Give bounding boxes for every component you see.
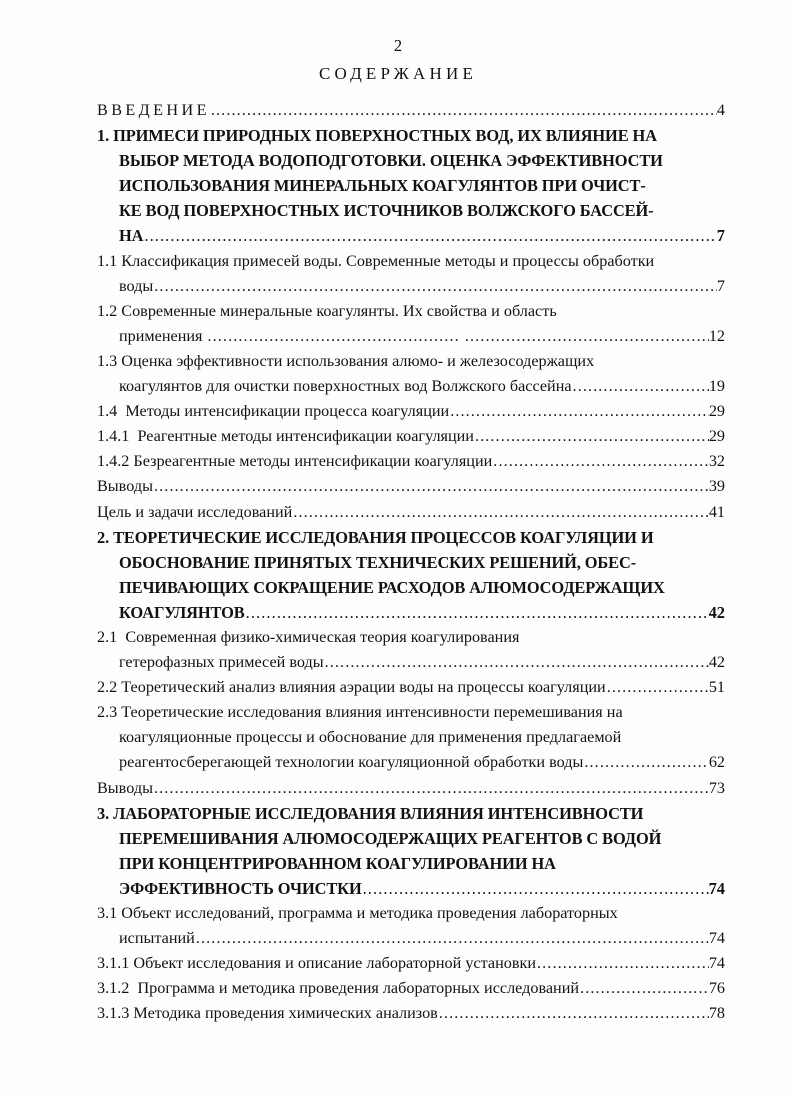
toc-leader-row	[97, 474, 725, 499]
toc-leader-row	[97, 98, 725, 123]
dot-leader	[144, 223, 716, 248]
toc-entry-s1-1-line2[interactable]	[97, 274, 725, 299]
toc-leader-row	[97, 1001, 725, 1026]
toc-entry-s3-1-line1[interactable]	[97, 901, 725, 926]
toc-entry-label: ИСПОЛЬЗОВАНИЯ МИНЕРАЛЬНЫХ КОАГУЛЯНТОВ ПРИ ОЧИСТ-	[119, 176, 646, 196]
toc-entry-s1-3-line1[interactable]	[97, 349, 725, 374]
toc-entry-label: 1. ПРИМЕСИ ПРИРОДНЫХ ПОВЕРХНОСТНЫХ ВОД, ИХ ВЛИЯНИЕ НА	[97, 126, 657, 146]
toc-entry-label: Выводы	[97, 477, 153, 496]
dot-leader	[607, 675, 709, 700]
toc-entry-label: ПРИ КОНЦЕНТРИРОВАННОМ КОАГУЛИРОВАНИИ НА	[119, 853, 556, 873]
toc-entry-cel-zadachi[interactable]	[97, 500, 725, 525]
toc-entry-label: коагуляционные процессы и обоснование для применения предлагаемой	[119, 728, 622, 747]
toc-entry-s1-2-line2[interactable]	[97, 324, 725, 349]
toc-entry-label: ВВЕДЕНИЕ	[97, 101, 210, 119]
toc-entry-ch2-line2[interactable]	[97, 550, 725, 575]
toc-entry-page-number: 78	[708, 1004, 725, 1023]
toc-entry-page-number: 62	[708, 753, 725, 772]
toc-entry-ch3-line4[interactable]	[97, 876, 725, 901]
toc-entry-s2-1-line1[interactable]	[97, 625, 725, 650]
toc-leader-row	[119, 650, 725, 675]
page-title: СОДЕРЖАНИЕ	[318, 64, 478, 83]
toc-entry-label: 3. ЛАБОРАТОРНЫЕ ИССЛЕДОВАНИЯ ВЛИЯНИЯ ИНТЕНСИВНОСТИ	[97, 803, 644, 823]
dot-leader	[325, 650, 709, 675]
toc-entry-page-number: 7	[716, 276, 725, 295]
toc-entry-label: ВЫБОР МЕТОДА ВОДОПОДГОТОВКИ. ОЦЕНКА ЭФФЕКТИВНОСТИ	[119, 151, 663, 171]
dot-leader	[584, 750, 708, 775]
toc-entry-label: Цель и задачи исследований	[97, 502, 293, 521]
dot-leader	[363, 876, 709, 901]
toc-entry-label: 2.2 Теоретический анализ влияния аэрации воды на процессы коагуляции	[97, 678, 606, 697]
toc-entry-page-number: 29	[708, 427, 725, 446]
toc-entry-page-number: 12	[708, 326, 725, 345]
toc-leader-row	[97, 976, 725, 1001]
toc-entry-label: 3.1.1 Объект исследования и описание лабораторной установки	[97, 954, 536, 973]
toc-entry-label: 1.4.2 Безреагентные методы интенсификации коагуляции	[97, 452, 493, 471]
toc-entry-page-number: 4	[716, 101, 725, 119]
dot-leader	[580, 976, 709, 1001]
toc-entry-s3-1-line2[interactable]	[97, 926, 725, 951]
toc-entry-ch1-line1[interactable]	[97, 123, 725, 148]
dot-leader	[154, 274, 717, 299]
toc-entry-s1-4-1[interactable]	[97, 424, 725, 449]
toc-entry-label: ОБОСНОВАНИЕ ПРИНЯТЫХ ТЕХНИЧЕСКИХ РЕШЕНИЙ, ОБЕС-	[119, 552, 637, 572]
toc-entry-page-number: 42	[708, 653, 725, 672]
dot-leader	[208, 324, 709, 349]
toc-entry-page-number: 74	[708, 954, 725, 973]
toc-entry-ch1-line3[interactable]	[97, 173, 725, 198]
toc-entry-s1-1-line1[interactable]	[97, 249, 725, 274]
dot-leader	[475, 424, 709, 449]
toc-entry-s2-2[interactable]	[97, 675, 725, 700]
toc-entry-label: применения	[119, 326, 207, 345]
toc-entry-page-number: 41	[708, 502, 725, 521]
toc-entry-vyvody-1[interactable]	[97, 474, 725, 499]
toc-entry-s1-2-line1[interactable]	[97, 299, 725, 324]
dot-leader	[154, 776, 709, 801]
toc-leader-row	[119, 600, 725, 625]
dot-leader	[246, 600, 709, 625]
toc-entry-ch3-line3[interactable]	[97, 851, 725, 876]
toc-leader-row	[97, 399, 725, 424]
toc-leader-row	[119, 374, 725, 399]
dot-leader	[450, 399, 709, 424]
toc-entry-s2-3-line1[interactable]	[97, 700, 725, 725]
toc-entry-page-number: 51	[708, 678, 725, 697]
dot-leader	[537, 951, 709, 976]
toc-leader-row	[119, 876, 725, 901]
toc-leader-row	[97, 424, 725, 449]
toc-leader-row	[97, 951, 725, 976]
toc-entry-label: КЕ ВОД ПОВЕРХНОСТНЫХ ИСТОЧНИКОВ ВОЛЖСКОГО БАССЕЙ-	[119, 201, 654, 221]
toc-entry-page-number: 39	[708, 477, 725, 496]
toc-entry-s1-4[interactable]	[97, 399, 725, 424]
toc-entry-page-number: 74	[708, 878, 725, 898]
toc-entry-label: Выводы	[97, 778, 153, 797]
toc-entry-label: НА	[119, 226, 144, 246]
toc-entry-page-number: 32	[708, 452, 725, 471]
toc-entry-label: ПЕРЕМЕШИВАНИЯ АЛЮМОСОДЕРЖАЩИХ РЕАГЕНТОВ С ВОДОЙ	[119, 828, 662, 848]
toc-entry-label: 2.3 Теоретические исследования влияния интенсивности перемешивания на	[97, 703, 623, 722]
toc-entry-s1-3-line2[interactable]	[97, 374, 725, 399]
toc-leader-row	[97, 675, 725, 700]
toc-entry-page-number: 29	[708, 402, 725, 421]
toc-leader-row	[119, 274, 725, 299]
toc-entry-s3-1-3[interactable]	[97, 1001, 725, 1026]
toc-leader-row	[97, 500, 725, 525]
toc-entry-s1-4-2[interactable]	[97, 449, 725, 474]
toc-entry-ch1-line5[interactable]	[97, 223, 725, 248]
toc-entry-label: 3.1 Объект исследований, программа и методика проведения лабораторных	[97, 904, 618, 922]
dot-leader	[211, 98, 717, 123]
toc-leader-row	[119, 324, 725, 349]
toc-entry-label: испытаний	[119, 929, 195, 948]
toc-entry-s2-3-line3[interactable]	[97, 750, 725, 775]
toc-entry-label: ЭФФЕКТИВНОСТЬ ОЧИСТКИ	[119, 878, 362, 898]
toc-entry-ch2-line3[interactable]	[97, 575, 725, 600]
toc-entry-label: КОАГУЛЯНТОВ	[119, 602, 245, 622]
toc-leader-row	[97, 776, 725, 801]
toc-entry-label: 3.1.2 Программа и методика проведения лабораторных исследований	[97, 979, 580, 998]
toc-entry-vvedenie[interactable]	[97, 98, 725, 123]
toc-entry-label: воды	[119, 276, 154, 295]
toc-entry-ch1-line2[interactable]	[97, 148, 725, 173]
toc-entry-vyvody-2[interactable]	[97, 776, 725, 801]
toc-entry-label: 3.1.3 Методика проведения химических анализов	[97, 1004, 438, 1023]
toc-entry-label: коагулянтов для очистки поверхностных вод Волжского бассейна	[119, 377, 572, 396]
toc-entry-s2-1-line2[interactable]	[97, 650, 725, 675]
dot-leader	[293, 500, 709, 525]
toc-entry-s2-3-line2[interactable]	[97, 725, 725, 750]
dot-leader	[573, 374, 709, 399]
toc-entry-label: гетерофазных примесей воды	[119, 653, 324, 672]
toc-entry-s3-1-2[interactable]	[97, 976, 725, 1001]
toc-entry-page-number: 42	[708, 602, 725, 622]
toc-entry-s3-1-1[interactable]	[97, 951, 725, 976]
toc-entry-page-number: 74	[708, 929, 725, 948]
toc-entry-ch2-line4[interactable]	[97, 600, 725, 625]
dot-leader	[154, 474, 709, 499]
table-of-contents	[97, 98, 725, 1026]
toc-entry-label: реагентосберегающей технологии коагуляционной обработки воды	[119, 753, 584, 772]
toc-entry-page-number: 73	[708, 778, 725, 797]
toc-leader-row	[97, 449, 725, 474]
toc-entry-label: 1.3 Оценка эффективности использования алюмо- и железосодержащих	[97, 351, 595, 370]
toc-entry-page-number: 19	[708, 377, 725, 396]
toc-leader-row	[119, 223, 725, 248]
toc-entry-ch2-line1[interactable]	[97, 525, 725, 550]
toc-entry-page-number: 7	[716, 226, 725, 246]
toc-entry-ch3-line1[interactable]	[97, 801, 725, 826]
toc-entry-page-number: 76	[708, 979, 725, 998]
dot-leader	[439, 1001, 709, 1026]
dot-leader	[493, 449, 709, 474]
toc-entry-label: 1.2 Современные минеральные коагулянты. Их свойства и область	[97, 301, 557, 320]
dot-leader	[196, 926, 709, 951]
toc-entry-ch3-line2[interactable]	[97, 826, 725, 851]
toc-entry-label: 2.1 Современная физико-химическая теория коагулирования	[97, 627, 520, 646]
toc-entry-label: 1.4.1 Реагентные методы интенсификации коагуляции	[97, 427, 474, 446]
toc-entry-label: ПЕЧИВАЮЩИХ СОКРАЩЕНИЕ РАСХОДОВ АЛЮМОСОДЕРЖАЩИХ	[119, 577, 665, 597]
toc-entry-label: 2. ТЕОРЕТИЧЕСКИЕ ИССЛЕДОВАНИЯ ПРОЦЕССОВ КОАГУЛЯЦИИ И	[97, 527, 654, 547]
toc-leader-row	[119, 750, 725, 775]
toc-entry-ch1-line4[interactable]	[97, 198, 725, 223]
toc-entry-label: 1.4 Методы интенсификации процесса коагуляции	[97, 402, 450, 421]
toc-entry-label: 1.1 Классификация примесей воды. Современные методы и процессы обработки	[97, 251, 655, 270]
page-folio-number: 2	[393, 36, 403, 55]
toc-leader-row	[119, 926, 725, 951]
